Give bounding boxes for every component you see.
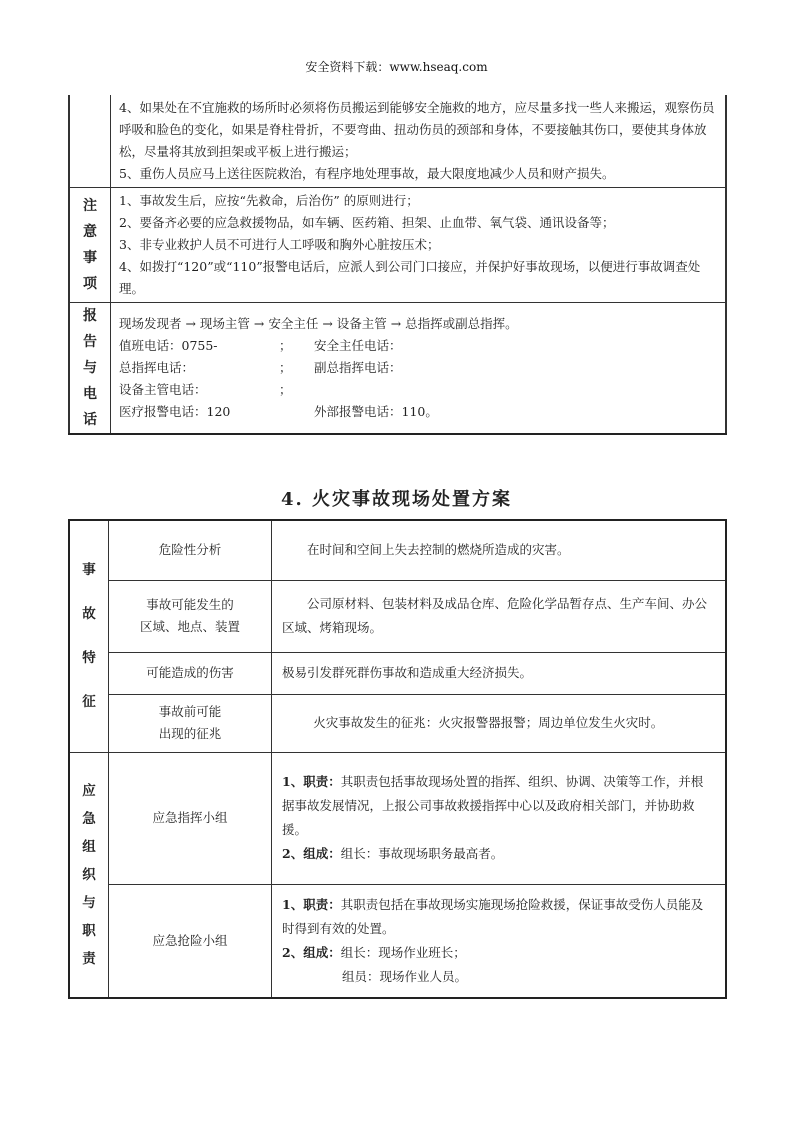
feature-name: 危险性分析 <box>109 520 272 580</box>
feature-desc: 极易引发群死群伤事故和造成重大经济损失。 <box>272 652 727 694</box>
feature-desc: 公司原材料、包装材料及成品仓库、危险化学品暂存点、生产车间、办公区域、烤箱现场。 <box>272 580 727 652</box>
first-aid-step-4: 4、如果处在不宜施救的场所时必须将伤员搬运到能够安全施救的地方，应尽量多找一些人来搬运，观察伤员呼吸和脸色的变化，如果是脊柱骨折，不要弯曲、扭动伤员的颈部和身体，不要接触其伤口，要使其身体放松，尽量将其放到担架或平板上进行搬运； <box>119 100 715 159</box>
report-chain: 现场发现者 → 现场主管 → 安全主任 → 设备主管 → 总指挥或副总指挥。 <box>119 316 518 331</box>
note-item: 4、如拨打“120”或“110”报警电话后，应派人到公司门口接应，并保护好事故现场，以便进行事故调查处理。 <box>119 259 701 296</box>
org-duty-cell: 1、职责：其职责包括在事故现场实施现场抢险救援，保证事故受伤人员能及时得到有效的处置。 2、组成：组长：现场作业班长； 组员：现场作业人员。 <box>272 884 727 998</box>
report-cell <box>111 303 727 435</box>
org-name: 应急抢险小组 <box>109 884 272 998</box>
feature-name: 事故可能发生的 区域、地点、装置 <box>109 580 272 652</box>
fire-plan-table <box>68 519 727 999</box>
feature-desc: 在时间和空间上失去控制的燃烧所造成的灾害。 <box>272 520 727 580</box>
note-item: 1、事故发生后，应按“先救命，后治伤” 的原则进行； <box>119 193 419 208</box>
org-label: 应 急 组 织 与 职 责 <box>69 752 109 998</box>
section-title: 4. 火灾事故现场处置方案 <box>280 489 513 510</box>
blank-label-cell <box>69 95 111 188</box>
org-duty-cell: 1、职责：其职责包括事故现场处置的指挥、组织、协调、决策等工作，并根据事故发展情况，上报公司事故救援指挥中心以及政府相关部门，并协助救援。 2、组成：组长：事故现场职务最高者。 <box>272 752 727 884</box>
feature-name: 可能造成的伤害 <box>109 652 272 694</box>
feature-name: 事故前可能 出现的征兆 <box>109 694 272 752</box>
phone-row: 值班电话：0755- ； 安全主任电话： <box>119 338 402 353</box>
first-aid-table <box>68 95 727 435</box>
first-aid-steps-cell <box>111 95 727 188</box>
feature-label: 事 故 特 征 <box>69 520 109 752</box>
note-item: 2、要备齐必要的应急救援物品，如车辆、医药箱、担架、止血带、氧气袋、通讯设备等； <box>119 215 615 230</box>
phone-row: 医疗报警电话：120 外部报警电话：110。 <box>119 404 438 419</box>
page-header: 安全资料下载：www.hseaq.com <box>305 60 488 74</box>
first-aid-step-5: 5、重伤人员应马上送往医院救治，有程序地处理事故，最大限度地减少人员和财产损失。 <box>119 166 615 181</box>
feature-desc: 火灾事故发生的征兆：火灾报警器报警；周边单位发生火灾时。 <box>272 694 727 752</box>
note-item: 3、非专业救护人员不可进行人工呼吸和胸外心脏按压术； <box>119 237 440 252</box>
org-name: 应急指挥小组 <box>109 752 272 884</box>
report-label: 报 告 与 电 话 <box>69 303 111 435</box>
notes-cell <box>111 188 727 303</box>
notes-label: 注 意 事 项 <box>69 188 111 303</box>
phone-row: 总指挥电话： ； 副总指挥电话： <box>119 360 402 375</box>
phone-row: 设备主管电话： ； <box>119 382 292 397</box>
